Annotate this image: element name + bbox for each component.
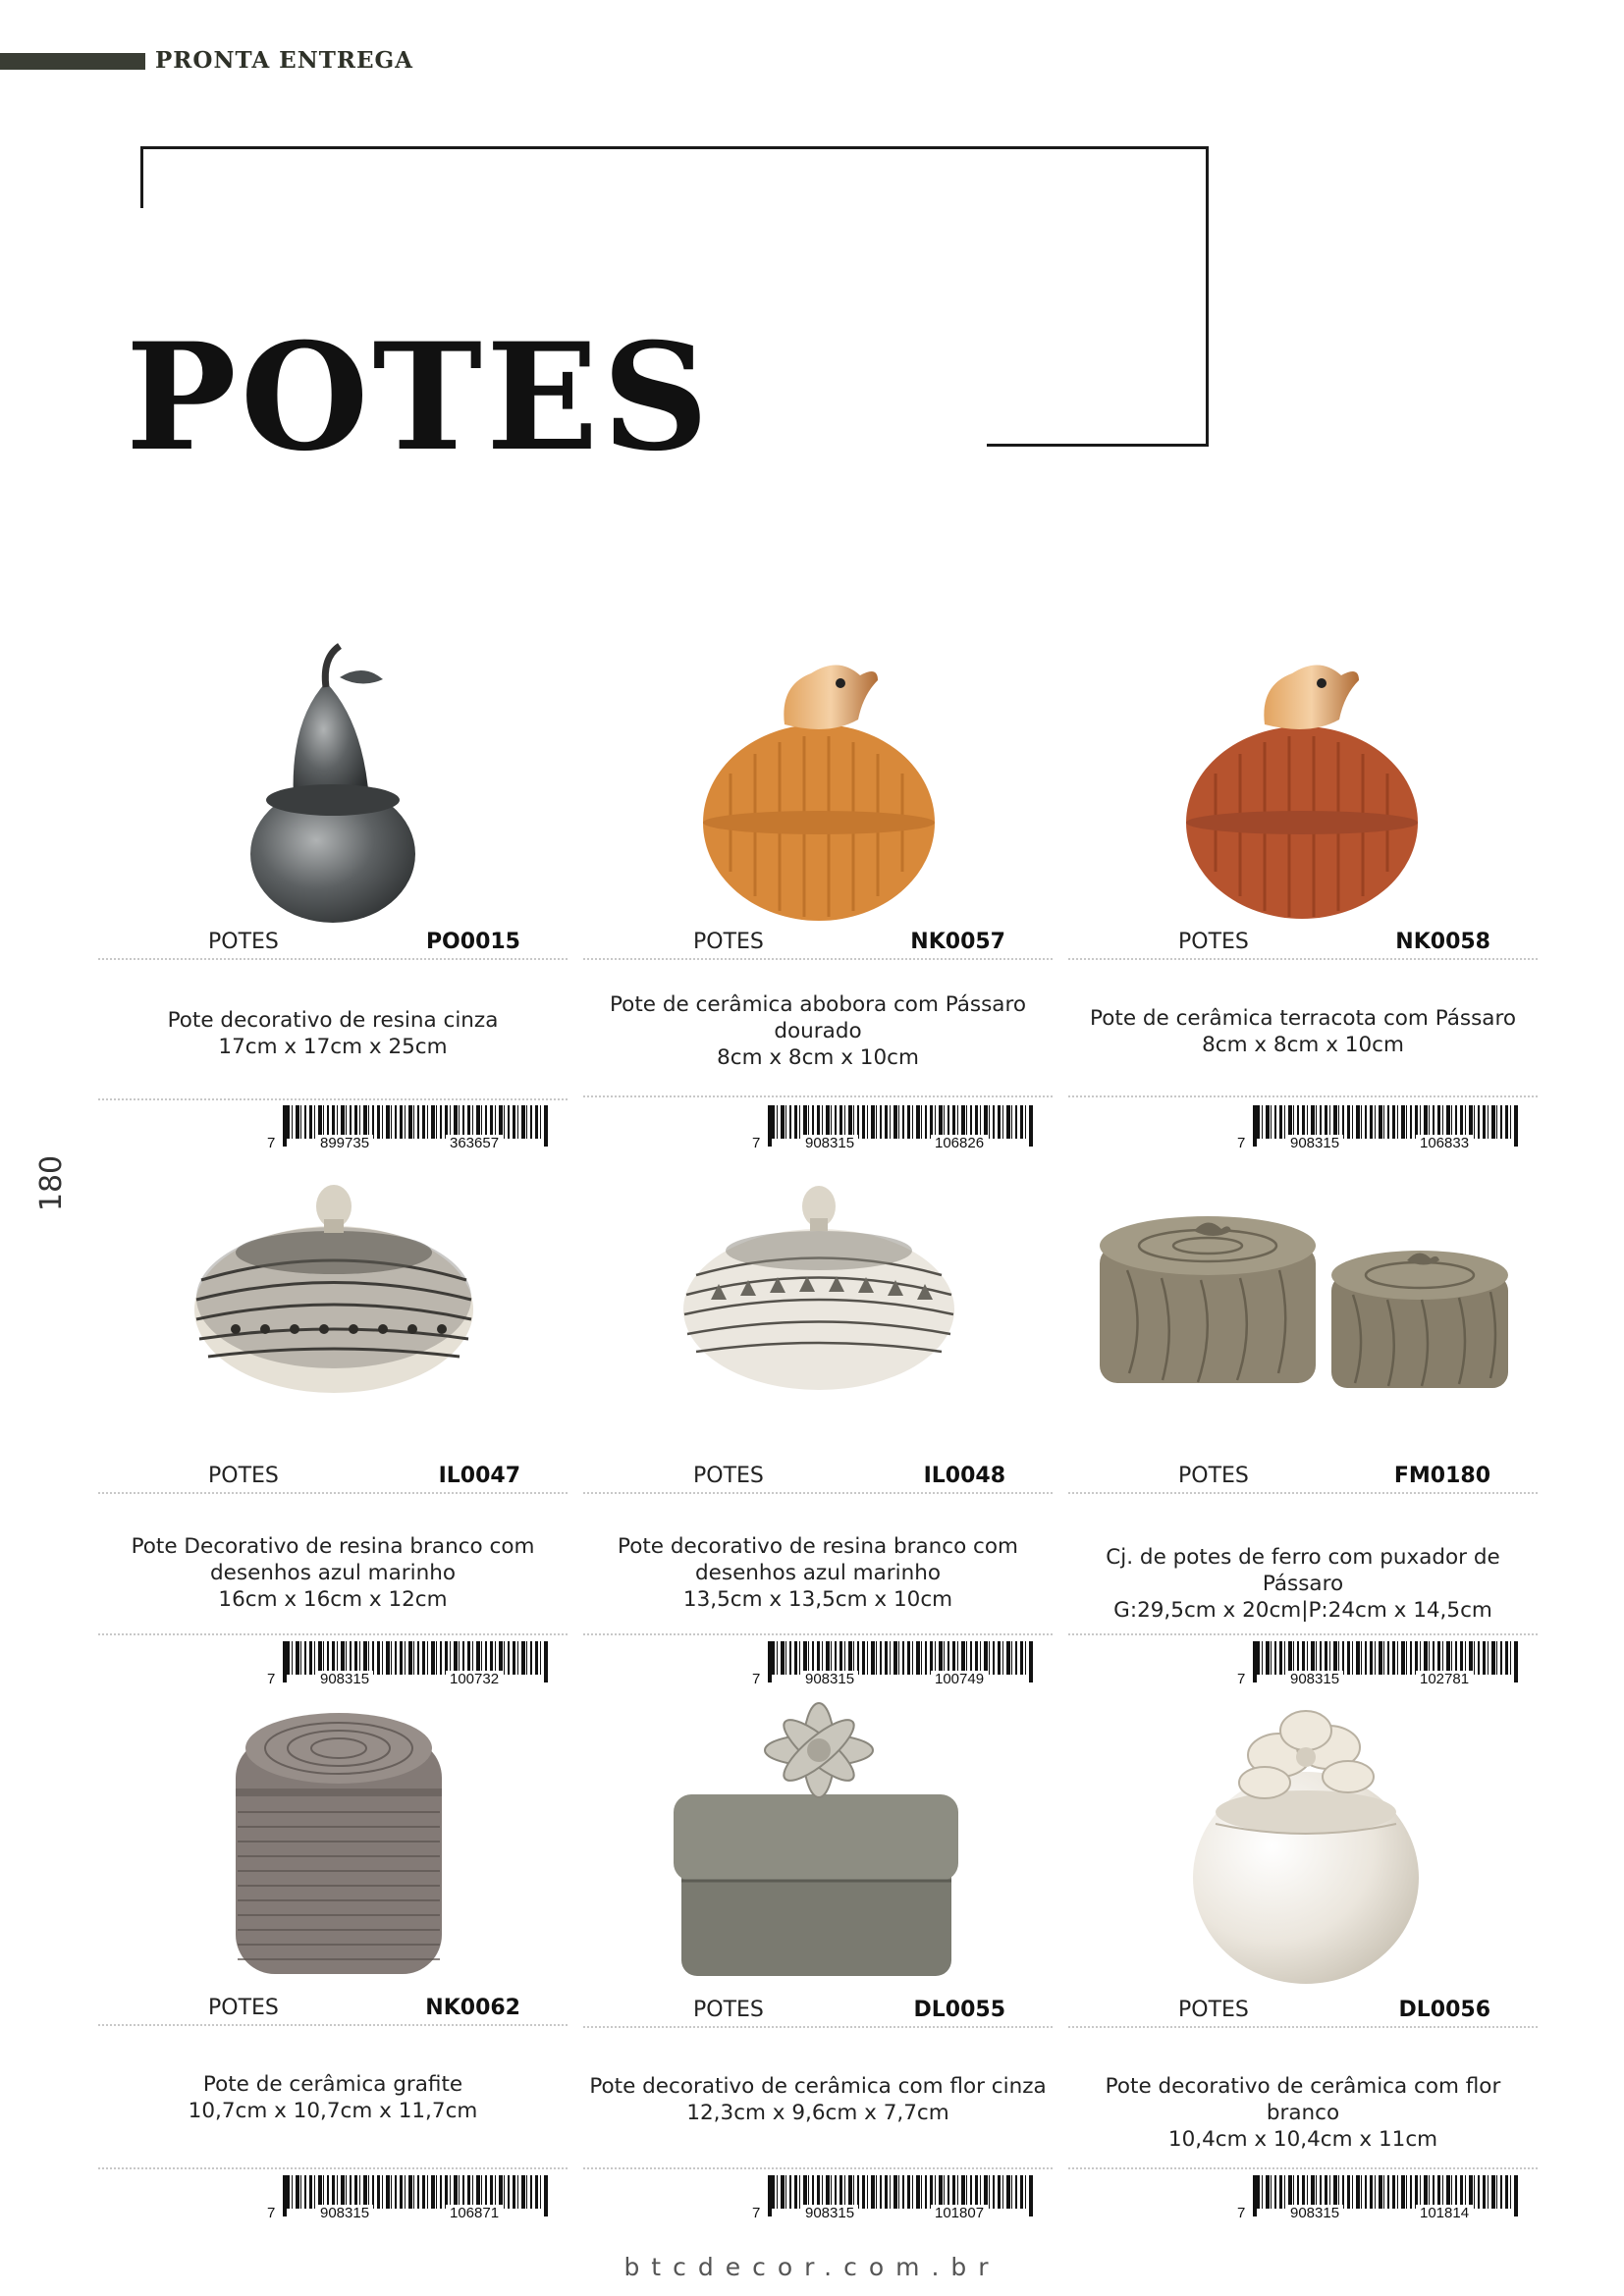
desc-line-2: 10,7cm x 10,7cm x 11,7cm xyxy=(188,2099,478,2123)
product-description xyxy=(583,2073,1053,2126)
product-category: POTES xyxy=(693,930,764,954)
product-separator xyxy=(98,2167,568,2169)
product-category: POTES xyxy=(1178,1998,1249,2022)
barcode-group-b: 106833 xyxy=(1416,1135,1473,1151)
product-label-row xyxy=(583,923,1053,960)
product-description xyxy=(1068,2073,1538,2153)
product-code: NK0062 xyxy=(425,1996,520,2020)
footer-website: btcdecor.com.br xyxy=(623,2253,1001,2281)
barcode-group-a: 908315 xyxy=(801,1135,858,1151)
product-category: POTES xyxy=(208,1996,279,2020)
product-description xyxy=(98,1533,568,1613)
product-separator xyxy=(583,1095,1053,1097)
desc-line-1: Pote decorativo de resina cinza xyxy=(167,1008,499,1033)
barcode-lead: 7 xyxy=(752,1135,761,1151)
product-image-iron-pot-set xyxy=(1068,1162,1538,1457)
product-code: DL0055 xyxy=(913,1998,1005,2022)
product-separator xyxy=(98,1098,568,1100)
product-description xyxy=(1068,1544,1538,1624)
barcode-group-a: 908315 xyxy=(1286,2205,1343,2221)
barcode-group-b: 106871 xyxy=(446,2205,503,2221)
title-frame-left xyxy=(140,146,143,208)
product-barcode xyxy=(1231,2175,1526,2222)
product-label-row xyxy=(1068,1457,1538,1494)
product-separator xyxy=(98,1633,568,1635)
barcode-bars xyxy=(1257,1641,1514,1675)
product-category: POTES xyxy=(1178,930,1249,954)
product-barcode xyxy=(1231,1641,1526,1688)
product-image-terracotta-pumpkin-pot xyxy=(1068,626,1538,921)
product-category: POTES xyxy=(693,1464,764,1488)
barcode-group-b: 100749 xyxy=(931,1671,988,1687)
product-code: IL0048 xyxy=(923,1464,1005,1488)
desc-line-1: Pote de cerâmica abobora com Pássaro xyxy=(609,992,1027,1017)
desc-line-2: 8cm x 8cm x 10cm xyxy=(1202,1033,1404,1057)
product-label-row xyxy=(1068,1991,1538,2028)
title-frame-right xyxy=(1206,146,1209,446)
desc-line-1: Pote de cerâmica grafite xyxy=(202,2072,463,2097)
barcode-group-b: 100732 xyxy=(446,1671,503,1687)
desc-line-1: Pote decorativo de cerâmica com flor cinza xyxy=(589,2074,1047,2099)
product-code: NK0058 xyxy=(1395,930,1490,954)
barcode-group-a: 908315 xyxy=(1286,1671,1343,1687)
barcode-group-b: 102781 xyxy=(1416,1671,1473,1687)
page-number: 180 xyxy=(34,1154,70,1212)
barcode-group-a: 908315 xyxy=(801,1671,858,1687)
barcode-lead: 7 xyxy=(267,2205,276,2221)
product-image-graphite-cylinder-pot xyxy=(98,1694,568,1989)
barcode-group-b: 106826 xyxy=(931,1135,988,1151)
product-label-row xyxy=(98,1457,568,1494)
product-barcode xyxy=(1231,1105,1526,1152)
barcode-bars xyxy=(772,2175,1029,2209)
product-category: POTES xyxy=(208,1464,279,1488)
barcode-group-a: 908315 xyxy=(801,2205,858,2221)
desc-line-1: Cj. de potes de ferro com puxador de Pássaro xyxy=(1106,1545,1500,1596)
product-label-row xyxy=(98,1989,568,2026)
product-code: FM0180 xyxy=(1393,1464,1490,1488)
product-description xyxy=(583,1533,1053,1613)
product-code: PO0015 xyxy=(425,930,520,954)
barcode-bars xyxy=(287,1105,544,1139)
product-category: POTES xyxy=(693,1998,764,2022)
barcode-bars xyxy=(1257,1105,1514,1139)
barcode-lead: 7 xyxy=(1237,2205,1246,2221)
product-separator xyxy=(583,2167,1053,2169)
desc-line-2: G:29,5cm x 20cm|P:24cm x 14,5cm xyxy=(1113,1598,1492,1623)
product-label-row xyxy=(583,1991,1053,2028)
page-title: POTES xyxy=(126,311,713,484)
product-code: IL0047 xyxy=(438,1464,520,1488)
product-barcode xyxy=(746,2175,1041,2222)
product-description xyxy=(98,1007,568,1060)
barcode-group-b: 101814 xyxy=(1416,2205,1473,2221)
product-category: POTES xyxy=(208,930,279,954)
product-barcode xyxy=(746,1641,1041,1688)
header-accent-bar xyxy=(0,53,145,70)
desc-line-2: 17cm x 17cm x 25cm xyxy=(218,1035,448,1059)
product-label-row xyxy=(583,1457,1053,1494)
barcode-bars xyxy=(287,2175,544,2209)
desc-line-1: Pote Decorativo de resina branco com xyxy=(131,1534,535,1559)
desc-line-1: Pote de cerâmica terracota com Pássaro xyxy=(1090,1006,1516,1031)
desc-line-2: 10,4cm x 10,4cm x 11cm xyxy=(1167,2127,1438,2152)
product-barcode xyxy=(746,1105,1041,1152)
product-image-patterned-round-pot-small xyxy=(583,1162,1053,1457)
desc-line-2: 12,3cm x 9,6cm x 7,7cm xyxy=(686,2101,949,2125)
title-frame-bottom xyxy=(987,444,1209,447)
barcode-bars xyxy=(772,1641,1029,1675)
product-description xyxy=(583,991,1053,1071)
product-category: POTES xyxy=(1178,1464,1249,1488)
product-barcode xyxy=(261,2175,556,2222)
barcode-group-a: 899735 xyxy=(316,1135,373,1151)
barcode-group-a: 908315 xyxy=(316,1671,373,1687)
barcode-bars xyxy=(287,1641,544,1675)
product-barcode xyxy=(261,1105,556,1152)
product-separator xyxy=(1068,2167,1538,2169)
section-label: PRONTA ENTREGA xyxy=(155,47,413,74)
product-image-patterned-round-pot-large xyxy=(98,1162,568,1457)
desc-line-3: 16cm x 16cm x 12cm xyxy=(218,1587,448,1612)
product-separator xyxy=(583,1633,1053,1635)
barcode-lead: 7 xyxy=(752,1671,761,1687)
product-image-grey-square-flower-box xyxy=(583,1696,1053,1991)
product-code: NK0057 xyxy=(910,930,1005,954)
product-label-row xyxy=(98,923,568,960)
product-image-white-round-flower-pot xyxy=(1068,1696,1538,1991)
barcode-group-a: 908315 xyxy=(1286,1135,1343,1151)
barcode-group-a: 908315 xyxy=(316,2205,373,2221)
desc-line-3: 8cm x 8cm x 10cm xyxy=(717,1045,919,1070)
barcode-bars xyxy=(772,1105,1029,1139)
product-label-row xyxy=(1068,923,1538,960)
product-description xyxy=(1068,1005,1538,1058)
barcode-group-b: 363657 xyxy=(446,1135,503,1151)
barcode-lead: 7 xyxy=(267,1671,276,1687)
product-code: DL0056 xyxy=(1398,1998,1490,2022)
product-separator xyxy=(1068,1633,1538,1635)
desc-line-2: dourado xyxy=(774,1019,862,1043)
desc-line-2: desenhos azul marinho xyxy=(210,1561,456,1585)
product-description xyxy=(98,2071,568,2124)
barcode-bars xyxy=(1257,2175,1514,2209)
product-image-grey-pear-pot xyxy=(98,628,568,923)
desc-line-2: desenhos azul marinho xyxy=(695,1561,941,1585)
desc-line-1: Pote decorativo de resina branco com xyxy=(618,1534,1018,1559)
desc-line-1: Pote decorativo de cerâmica com flor branco xyxy=(1105,2074,1501,2125)
product-separator xyxy=(1068,1095,1538,1097)
barcode-lead: 7 xyxy=(1237,1135,1246,1151)
barcode-group-b: 101807 xyxy=(931,2205,988,2221)
desc-line-3: 13,5cm x 13,5cm x 10cm xyxy=(682,1587,953,1612)
barcode-lead: 7 xyxy=(752,2205,761,2221)
title-frame-top xyxy=(140,146,1209,149)
product-image-orange-pumpkin-pot xyxy=(583,626,1053,921)
barcode-lead: 7 xyxy=(1237,1671,1246,1687)
barcode-lead: 7 xyxy=(267,1135,276,1151)
product-barcode xyxy=(261,1641,556,1688)
